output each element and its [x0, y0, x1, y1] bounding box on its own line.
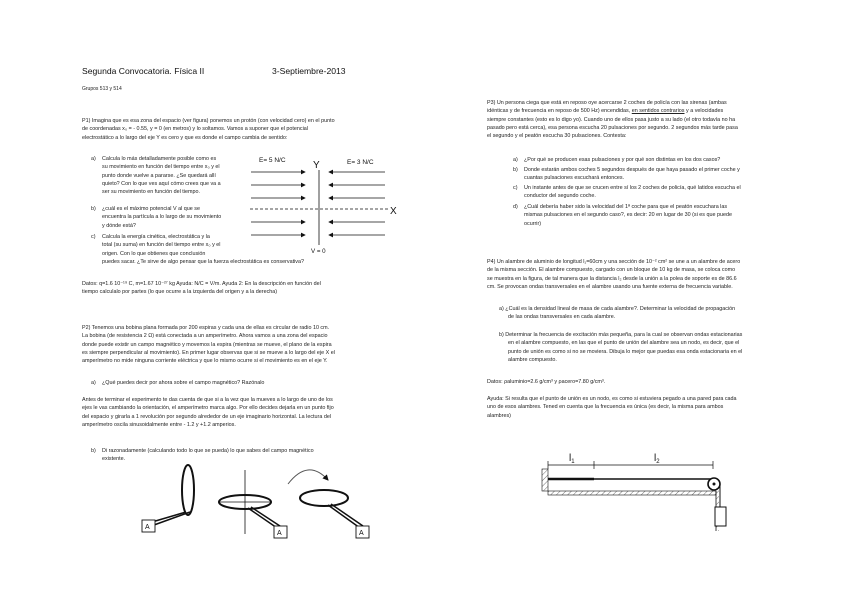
exam-date: 3-Septiembre-2013 [272, 66, 346, 76]
p3-intro: P3) Un persona ciega que está en reposo oye acercarse 2 coches de policía con las sirenas (ambas idénticas y de frecuencia en reposo de 500 Hz) encendidas, en sentidos contrarios y a velocidades siempre constantes (esto es lo digo yo). Cuando uno de ellos pasa justo a su lado (el otro todavía no ha pasado pero está cerca), esa persona escucha 20 pulsaciones por segundo. 2 segundos más tarde pasa el segundo y el peatón escucha 30 pulsaciones. Contesta: [487, 100, 738, 140]
l2-label: $l_2$ [654, 453, 660, 465]
p4-data: Datos: ρaluminio=2.6 g/cm³ y ρacero=7.80 g/cm³. [487, 379, 606, 385]
coil-rotating [300, 490, 348, 506]
p1-intro: P1) Imagina que es esa zona del espacio (ver figura) ponemos un protón (con velocidad cero) en el punto de coordenadas x₀ = - 0.55, y = 0 (en metros) y lo soltamos. Vamos a suponer que el potencial electrostático a lo largo del eje Y es cero y que es donde el campo cambia de sentido: [82, 118, 335, 141]
p2-body: Antes de terminar el experimento te das cuenta de que si a la vez que la mueves a lo largo de uno de los ejes le vas cambiando la orientación, el amperímetro marca algo. Por ello decides dejarla en un punto fijo del espacio y girarla a 1 revolución por segundo alrededor de un eje imaginario horizontal. La lectura del amperímetro oscila sinusoidalmente entre - 1.2 y +1.2 amperios. [82, 397, 334, 428]
v-zero-label: V = 0 [311, 248, 326, 255]
y-axis-label: Y [313, 160, 320, 171]
wall-support [542, 469, 548, 491]
ammeter-label: A [277, 530, 282, 537]
electric-field-figure [245, 152, 405, 258]
hanging-block [715, 507, 726, 526]
rotation-arrow [288, 470, 328, 484]
p4-intro: P4) Un alambre de aluminio de longitud l₁=60cm y una sección de 10⁻² cm² se une a un alambre de acero de la misma sección. El alambre compuesto, cargado con un bloque de 10 kg de masa, se coloca como se muestra en la figura, de tal manera que la distancia l₂ desde la unión a la polea de soporte es de 86.6 cm. Se provocan ondas transversales en el alambre usando una fuente externa de frecuencia variable. [487, 259, 741, 290]
left-field-label: E= 5 N/C [259, 157, 286, 164]
right-field-label: E= 3 N/C [347, 159, 374, 166]
exam-groups: Grupos 513 y 514 [82, 86, 122, 92]
ammeter-label: A [145, 524, 150, 531]
p4-item-a: a) ¿Cuál es la densidad lineal de masa de cada alambre?. Determinar la velocidad de propagación de las ondas transversales en cada alambre. [499, 306, 736, 321]
p2-intro: P2) Tenemos una bobina plana formada por 200 espiras y cada una de ellas es circular de radio 10 cm. La bobina (de resistencia 2 Ω) está conectada a un amperímetro. Ahora vamos a una zona del espacio donde puede existir un campo magnético y movemos la espira (mientras se mueve, el plano de la espira es siempre perpendicular al movimiento). En primer lugar observas que si se mueve a lo largo del eje X el amperímetro no mide ninguna corriente eléctrica y que lo mismo ocurre si el movimiento es en el eje Y. [82, 325, 335, 365]
l1-label: $l_1$ [569, 453, 575, 465]
p4-item-b: b) Determinar la frecuencia de excitación más pequeña, para la cual se observan ondas estacionarias en el alambre compuesto, en las que el punto de unión del alambre sea un nodo, es decir, que el punto de unión es como si no se moviera. Dibuja lo mejor que puedas esa onda estacionaria en el alambre compuesto. [499, 332, 743, 363]
p4-help: Ayuda: Si resulta que el punto de unión es un nodo, es como si estuviera pegado a una pared para cada uno de esos alambres. Tened en cuenta que la frecuencia es única (es decir, la misma para ambos alambres) [487, 396, 737, 419]
table [548, 491, 716, 495]
ammeter-label: A [359, 530, 364, 537]
p1-data: Datos: q=1.6 10⁻¹⁹ C, m=1.67 10⁻²⁷ kg Ayuda: N/C = V/m. Ayuda 2: En la descripción en función del tiempo calculalo por partes (lo que ocurre a la izquierda del origen y a la derecha) [82, 281, 321, 296]
wire-pulley-figure [538, 445, 738, 537]
coil-vertical [182, 465, 194, 515]
exam-title: Segunda Convocatoria. Física II [82, 66, 205, 76]
coil-figure [138, 462, 378, 548]
x-axis-label: X [390, 206, 397, 217]
